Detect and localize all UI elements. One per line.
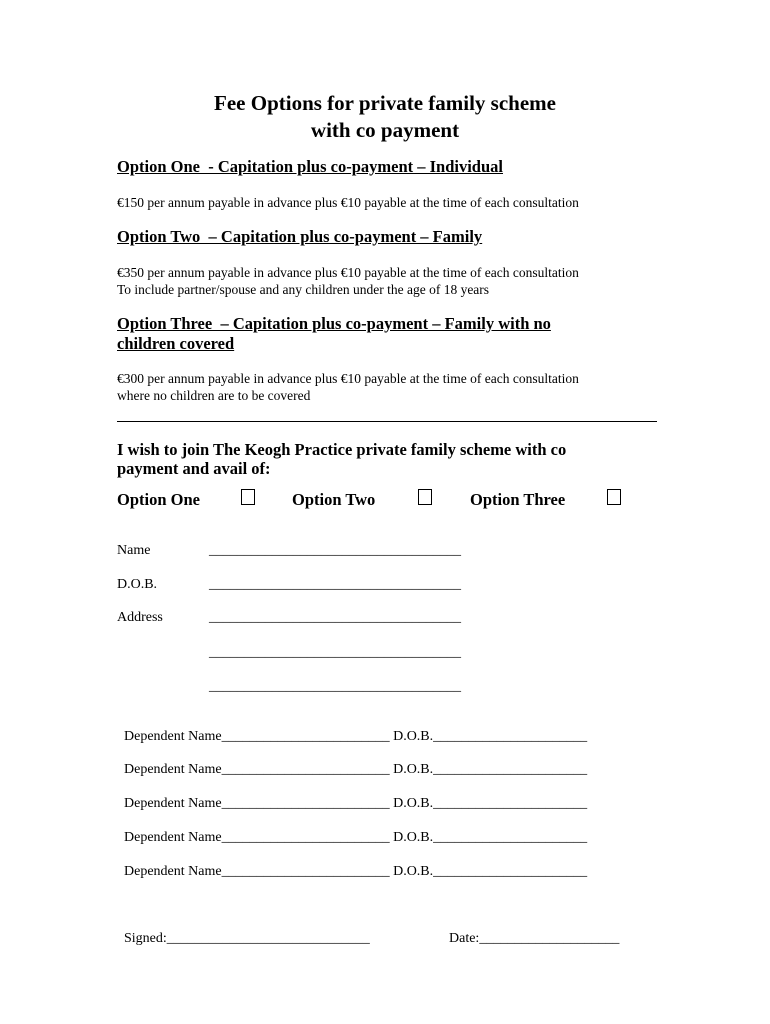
dependent-dob-field[interactable]: ______________________ (433, 830, 588, 845)
name-label: Name (117, 543, 151, 558)
dependent-row (117, 710, 587, 746)
dependent-dob-label: D.O.B. (393, 729, 434, 744)
dob-field[interactable]: ____________________________________ (209, 577, 461, 592)
dependent-row (117, 777, 587, 813)
option-two-text-2: To include partner/spouse and any children under the age of 18 years (117, 282, 490, 297)
option-one-checkbox[interactable] (241, 489, 255, 505)
dependent-row (117, 743, 587, 779)
signature-field[interactable]: _____________________________ (166, 931, 370, 946)
signed-label: Signed: (124, 931, 167, 946)
dependent-name-field[interactable]: ________________________ (221, 864, 390, 879)
dependent-name-field[interactable]: ________________________ (221, 796, 390, 811)
dependent-row (117, 845, 587, 881)
dependent-name-label: Dependent Name (124, 830, 222, 845)
option-three-text-2: where no children are to be covered (117, 388, 311, 403)
join-statement-2: payment and avail of: (117, 459, 271, 478)
join-statement-1: I wish to join The Keogh Practice private family scheme with co (117, 440, 567, 459)
page-subtitle: with co payment (310, 118, 460, 142)
dependent-row (117, 811, 587, 847)
option-two-heading: Option Two – Capitation plus co-payment – Family (117, 227, 483, 246)
address-label: Address (117, 610, 163, 625)
dob-label: D.O.B. (117, 577, 158, 592)
option-two-text-1: €350 per annum payable in advance plus €10 payable at the time of each consultation (117, 265, 579, 280)
option-two-checkbox[interactable] (418, 489, 432, 505)
dependent-name-field[interactable]: ________________________ (221, 729, 390, 744)
address-field-line-2[interactable]: ____________________________________ (209, 645, 461, 660)
date-line (442, 912, 619, 948)
dependent-dob-field[interactable]: ______________________ (433, 796, 588, 811)
option-three-text-1: €300 per annum payable in advance plus €10 payable at the time of each consultation (117, 371, 579, 386)
option-three-checkbox[interactable] (607, 489, 621, 505)
signature-line (117, 912, 370, 948)
address-field-line-3[interactable]: ____________________________________ (209, 679, 461, 694)
option-one-heading: Option One - Capitation plus co-payment – Individual (117, 157, 503, 176)
dependent-name-field[interactable]: ________________________ (221, 762, 390, 777)
name-field[interactable]: ____________________________________ (209, 543, 461, 558)
dependent-name-label: Dependent Name (124, 729, 222, 744)
dependent-dob-field[interactable]: ______________________ (433, 762, 588, 777)
dependent-dob-field[interactable]: ______________________ (433, 864, 588, 879)
dependent-dob-field[interactable]: ______________________ (433, 729, 588, 744)
dependent-dob-label: D.O.B. (393, 796, 434, 811)
date-label: Date: (449, 931, 480, 946)
section-divider (117, 421, 657, 422)
option-one-text: €150 per annum payable in advance plus €10 payable at the time of each consultation (117, 195, 579, 210)
option-three-heading-2: children covered (117, 334, 235, 353)
dependent-name-field[interactable]: ________________________ (221, 830, 390, 845)
address-field-line-1[interactable]: ____________________________________ (209, 610, 461, 625)
page-title: Fee Options for private family scheme (214, 91, 556, 115)
choice-option-one-label: Option One (117, 490, 200, 509)
dependent-name-label: Dependent Name (124, 864, 222, 879)
choice-option-two-label: Option Two (292, 490, 376, 509)
option-three-heading-1: Option Three – Capitation plus co-payment – Family with no (117, 314, 551, 333)
choice-option-three-label: Option Three (470, 490, 566, 509)
dependent-dob-label: D.O.B. (393, 864, 434, 879)
dependent-dob-label: D.O.B. (393, 762, 434, 777)
date-field[interactable]: ____________________ (479, 931, 620, 946)
dependent-name-label: Dependent Name (124, 762, 222, 777)
dependent-dob-label: D.O.B. (393, 830, 434, 845)
dependent-name-label: Dependent Name (124, 796, 222, 811)
